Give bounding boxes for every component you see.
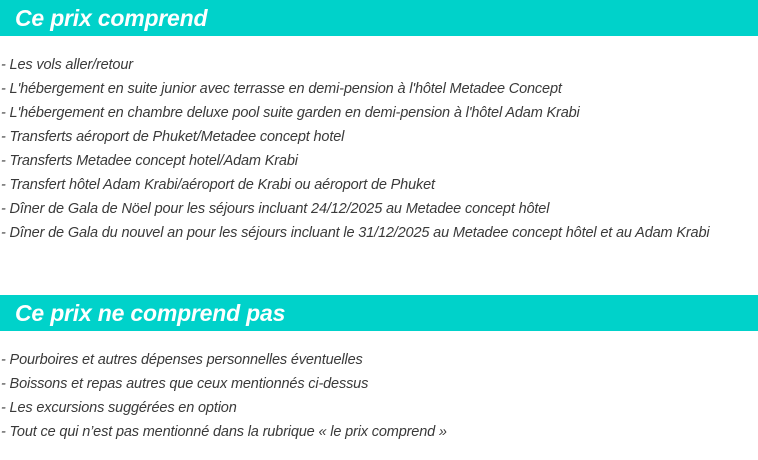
- list-item: - L'hébergement en suite junior avec terrasse en demi-pension à l'hôtel Metadee Concept: [1, 81, 562, 97]
- section-title-excluded: Ce prix ne comprend pas: [15, 300, 286, 326]
- included-items-list: [1, 53, 709, 245]
- list-item: - Boissons et repas autres que ceux mentionnés ci-dessus: [1, 376, 369, 392]
- section-header-excluded: [0, 295, 758, 331]
- section-header-included: [0, 0, 758, 36]
- list-item: - Transferts aéroport de Phuket/Metadee concept hotel: [1, 129, 345, 145]
- excluded-items-list: [1, 348, 447, 444]
- list-item: - Transfert hôtel Adam Krabi/aéroport de Krabi ou aéroport de Phuket: [1, 177, 435, 193]
- list-item: - L'hébergement en chambre deluxe pool suite garden en demi-pension à l'hôtel Adam Krabi: [1, 105, 580, 121]
- list-item: - Dîner de Gala de Nöel pour les séjours incluant 24/12/2025 au Metadee concept hôtel: [1, 201, 550, 217]
- list-item: - Dîner de Gala du nouvel an pour les séjours incluant le 31/12/2025 au Metadee concept hôtel et au Adam Krabi: [1, 225, 710, 241]
- list-item: - Les vols aller/retour: [1, 57, 133, 73]
- list-item: - Pourboires et autres dépenses personnelles éventuelles: [1, 352, 363, 368]
- section-title-included: Ce prix comprend: [15, 5, 208, 31]
- list-item: - Les excursions suggérées en option: [1, 400, 237, 416]
- list-item: - Tout ce qui n’est pas mentionné dans la rubrique « le prix comprend »: [1, 424, 447, 440]
- list-item: - Transferts Metadee concept hotel/Adam Krabi: [1, 153, 298, 169]
